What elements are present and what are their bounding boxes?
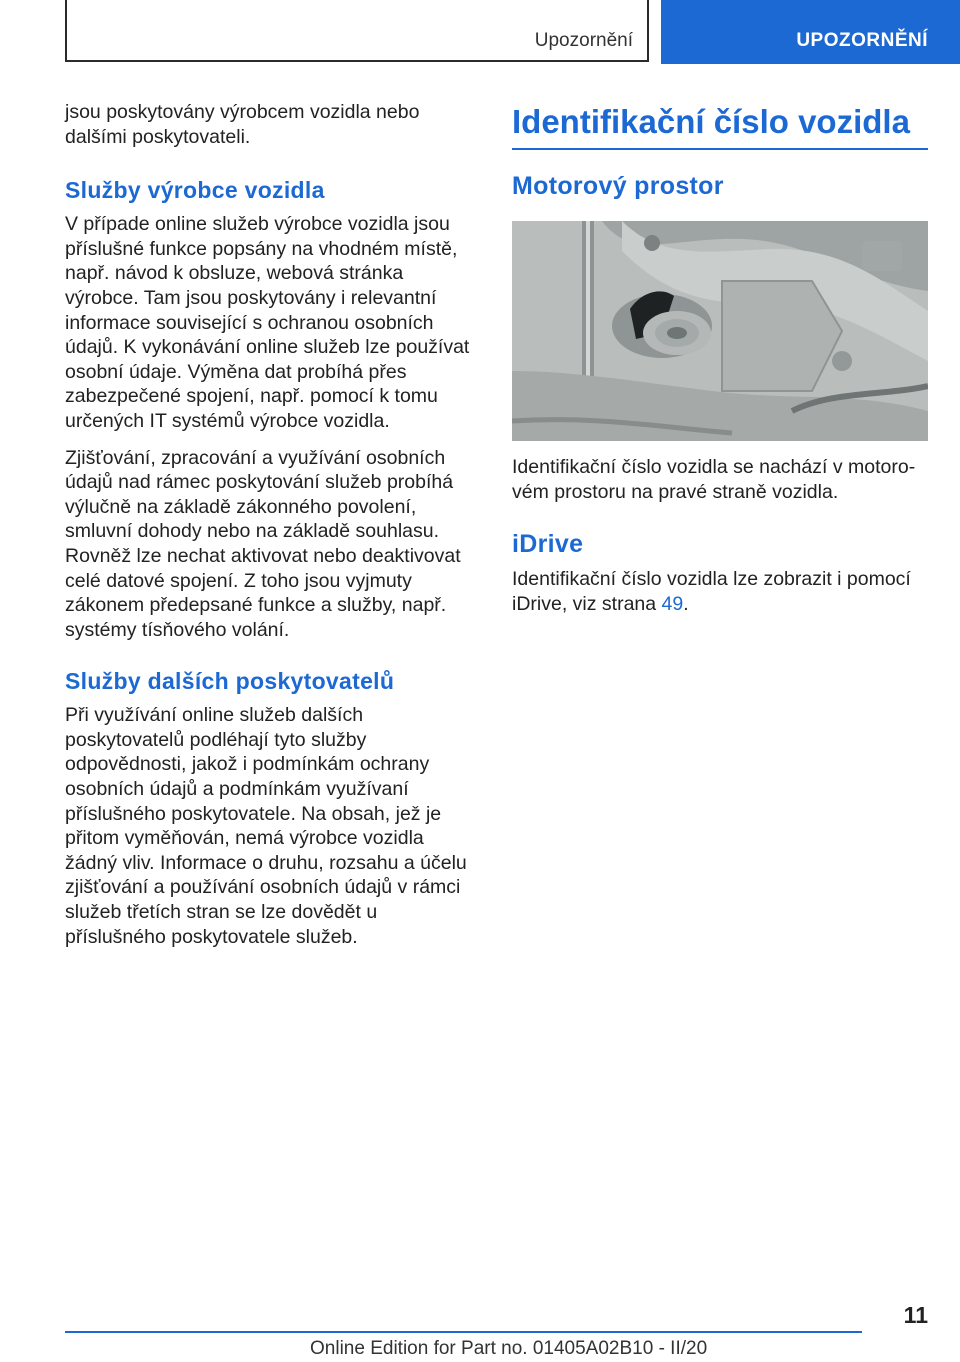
vin-heading: Identifikační číslo vozidla	[512, 103, 910, 140]
idrive-paragraph-text: Identifikační číslo vozidla lze zobrazit i pomocí iDrive, viz strana	[512, 568, 911, 615]
header-section-box	[65, 0, 649, 62]
engine-compartment-illustration	[512, 221, 928, 441]
engine-compartment-paragraph: Identifikační číslo vozidla se nachází v motorovém prostoru na pravé straně vozidla.	[512, 456, 916, 503]
manufacturer-paragraph-1: V případe online služeb výrobce vozidla jsou příslušné funkce popsány na vhodném místě, např. návod k obsluze, webová stránka výrobce. Tam jsou poskytovány i relevantní informace související s ochranou osobních údajů. K vykonávání online služeb lze používat osobní údaje. Výměna dat probíhá přes zabezpečené spojení, např. pomocí k tomu určených IT systémů výrobce vozidla.	[65, 213, 470, 432]
intro-paragraph: jsou poskytovány výrobcem vozidla nebo dalšími poskytovateli.	[65, 101, 420, 148]
manufacturer-paragraph-2: Zjišťování, zpracování a využívání osobních údajů nad rámec poskytování služeb probíhá výlučně na základě zákonného povolení, smluvní dohody nebo na základě souhlasu. Rovněž lze nechat aktivovat nebo deaktivovat celé datové spojení. Z toho jsou vyjmuty zákonem předepsané funkce a služby, např. systémy tísňového volání.	[65, 446, 461, 641]
page-reference-link[interactable]: 49	[661, 592, 684, 615]
header-chapter-title: UPOZORNĚNÍ	[796, 30, 928, 51]
manufacturer-services-heading: Služby výrobce vozidla	[65, 177, 325, 204]
other-providers-heading: Služby dalších poskytovatelů	[65, 668, 395, 695]
idrive-paragraph	[512, 567, 928, 616]
idrive-heading: iDrive	[512, 530, 584, 559]
right-column	[512, 100, 928, 628]
other-providers-paragraph: Při využívání online služeb dalších poskytovatelů podléhají tyto služby odpovědnosti, jakož i podmínkám ochrany osobních údajů a podmínkám využívaní příslušného poskytovatele. Na obsah, jež je přitom vyměňován, nemá výrobce vozidla žádný vliv. Informace o druhu, rozsahu a účelu zjišťování a používání osobních údajů v rámci služeb třetích stran se lze dovědět u příslušného poskytovatele služeb.	[65, 704, 467, 948]
footer-rule	[65, 1331, 862, 1333]
heading-rule	[512, 148, 928, 150]
engine-compartment-heading: Motorový prostor	[512, 172, 724, 200]
header-section-title: Upozornění	[534, 30, 633, 51]
left-column	[65, 100, 480, 961]
page-number: 11	[903, 1302, 928, 1328]
idrive-paragraph-end: .	[683, 592, 689, 615]
footer-edition: Online Edition for Part no. 01405A02B10 - II/20	[310, 1338, 708, 1359]
header-chapter-tab[interactable]	[661, 0, 960, 64]
engine-compartment-photo	[512, 221, 928, 441]
